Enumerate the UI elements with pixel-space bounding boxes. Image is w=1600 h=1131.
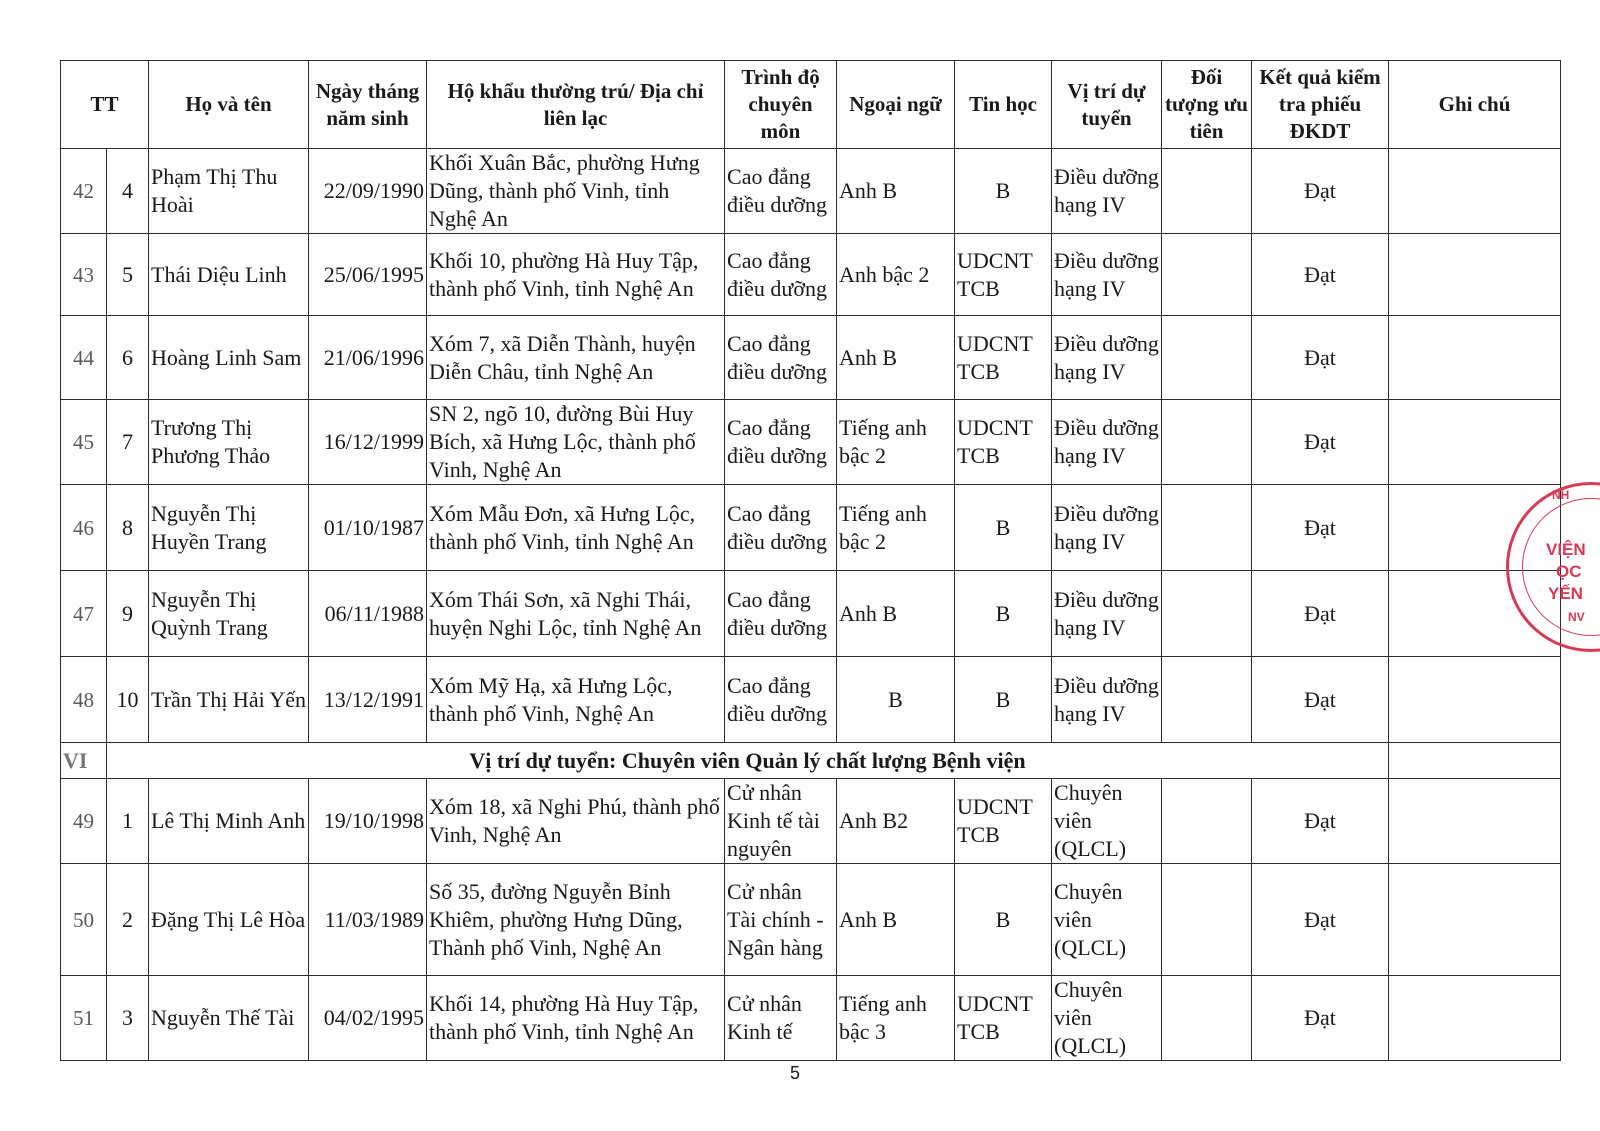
table-header-row <box>61 61 1561 149</box>
section-number: VI <box>61 743 107 779</box>
note <box>1389 743 1561 779</box>
position: Điều dưỡng hạng IV <box>1052 316 1162 400</box>
table-row <box>61 316 1561 400</box>
row-number: 50 <box>61 864 107 976</box>
birth-date: 21/06/1996 <box>309 316 427 400</box>
note <box>1389 779 1561 864</box>
qualification: Cử nhân Kinh tế <box>725 976 837 1061</box>
address: Xóm Mỹ Hạ, xã Hưng Lộc, thành phố Vinh, Nghệ An <box>427 657 725 743</box>
note <box>1389 149 1561 234</box>
row-sub-number: 1 <box>107 779 149 864</box>
qualification: Cử nhân Tài chính - Ngân hàng <box>725 864 837 976</box>
position: Điều dưỡng hạng IV <box>1052 234 1162 316</box>
priority <box>1162 234 1252 316</box>
candidate-name: Lê Thị Minh Anh <box>149 779 309 864</box>
address: Khối 10, phường Hà Huy Tập, thành phố Vinh, tỉnh Nghệ An <box>427 234 725 316</box>
row-sub-number: 4 <box>107 149 149 234</box>
row-sub-number: 8 <box>107 485 149 571</box>
table-row <box>61 976 1561 1061</box>
stamp-text: ỌC <box>1556 562 1582 581</box>
it-skill: UDCNT TCB <box>955 976 1052 1061</box>
language: Anh B <box>837 149 955 234</box>
language: Tiếng anh bậc 3 <box>837 976 955 1061</box>
row-sub-number: 3 <box>107 976 149 1061</box>
it-skill: UDCNT TCB <box>955 400 1052 485</box>
language: Anh B2 <box>837 779 955 864</box>
row-number: 45 <box>61 400 107 485</box>
result: Đạt <box>1252 976 1389 1061</box>
note <box>1389 864 1561 976</box>
row-number: 43 <box>61 234 107 316</box>
position: Điều dưỡng hạng IV <box>1052 149 1162 234</box>
result: Đạt <box>1252 234 1389 316</box>
col-header-note: Ghi chú <box>1389 61 1561 149</box>
address: Xóm 18, xã Nghi Phú, thành phố Vinh, Nghệ An <box>427 779 725 864</box>
birth-date: 04/02/1995 <box>309 976 427 1061</box>
birth-date: 22/09/1990 <box>309 149 427 234</box>
birth-date: 01/10/1987 <box>309 485 427 571</box>
priority <box>1162 571 1252 657</box>
it-skill: UDCNT TCB <box>955 316 1052 400</box>
address: SN 2, ngõ 10, đường Bùi Huy Bích, xã Hưng Lộc, thành phố Vinh, Nghệ An <box>427 400 725 485</box>
table-row <box>61 400 1561 485</box>
col-header-name: Họ và tên <box>149 61 309 149</box>
priority <box>1162 316 1252 400</box>
row-sub-number: 6 <box>107 316 149 400</box>
row-number: 51 <box>61 976 107 1061</box>
section-title: Vị trí dự tuyển: Chuyên viên Quản lý chất lượng Bệnh viện <box>107 743 1389 779</box>
stamp-text: VIỆN <box>1546 540 1586 559</box>
row-sub-number: 5 <box>107 234 149 316</box>
birth-date: 19/10/1998 <box>309 779 427 864</box>
position: Chuyên viên (QLCL) <box>1052 864 1162 976</box>
priority <box>1162 149 1252 234</box>
stamp-text: NH <box>1552 488 1570 502</box>
stamp-text: YẾN <box>1548 584 1583 603</box>
col-header-result: Kết quả kiểm tra phiếu ĐKDT <box>1252 61 1389 149</box>
row-sub-number: 7 <box>107 400 149 485</box>
position: Điều dưỡng hạng IV <box>1052 571 1162 657</box>
candidate-name: Hoàng Linh Sam <box>149 316 309 400</box>
it-skill: B <box>955 485 1052 571</box>
address: Xóm Mẫu Đơn, xã Hưng Lộc, thành phố Vinh, tỉnh Nghệ An <box>427 485 725 571</box>
qualification: Cao đẳng điều dưỡng <box>725 400 837 485</box>
note <box>1389 234 1561 316</box>
address: Khối Xuân Bắc, phường Hưng Dũng, thành phố Vinh, tỉnh Nghệ An <box>427 149 725 234</box>
col-header-language: Ngoại ngữ <box>837 61 955 149</box>
priority <box>1162 400 1252 485</box>
position: Điều dưỡng hạng IV <box>1052 657 1162 743</box>
note <box>1389 976 1561 1061</box>
qualification: Cao đẳng điều dưỡng <box>725 234 837 316</box>
candidate-name: Trần Thị Hải Yến <box>149 657 309 743</box>
col-header-address: Hộ khẩu thường trú/ Địa chỉ liên lạc <box>427 61 725 149</box>
language: Anh B <box>837 571 955 657</box>
table-row <box>61 571 1561 657</box>
qualification: Cao đẳng điều dưỡng <box>725 571 837 657</box>
qualification: Cao đẳng điều dưỡng <box>725 485 837 571</box>
candidate-name: Nguyễn Thế Tài <box>149 976 309 1061</box>
position: Chuyên viên (QLCL) <box>1052 976 1162 1061</box>
birth-date: 16/12/1999 <box>309 400 427 485</box>
birth-date: 25/06/1995 <box>309 234 427 316</box>
note <box>1389 657 1561 743</box>
row-number: 42 <box>61 149 107 234</box>
note <box>1389 316 1561 400</box>
qualification: Cao đẳng điều dưỡng <box>725 149 837 234</box>
candidate-name: Thái Diệu Linh <box>149 234 309 316</box>
col-header-it: Tin học <box>955 61 1052 149</box>
col-header-qualification: Trình độ chuyên môn <box>725 61 837 149</box>
table-row <box>61 779 1561 864</box>
table-row <box>61 149 1561 234</box>
it-skill: B <box>955 657 1052 743</box>
position: Điều dưỡng hạng IV <box>1052 400 1162 485</box>
result: Đạt <box>1252 571 1389 657</box>
language: B <box>837 657 955 743</box>
result: Đạt <box>1252 316 1389 400</box>
row-number: 46 <box>61 485 107 571</box>
language: Anh B <box>837 316 955 400</box>
it-skill: UDCNT TCB <box>955 779 1052 864</box>
col-header-priority: Đối tượng ưu tiên <box>1162 61 1252 149</box>
position: Điều dưỡng hạng IV <box>1052 485 1162 571</box>
row-number: 44 <box>61 316 107 400</box>
table-row <box>61 485 1561 571</box>
result: Đạt <box>1252 657 1389 743</box>
address: Khối 14, phường Hà Huy Tập, thành phố Vinh, tỉnh Nghệ An <box>427 976 725 1061</box>
table-row <box>61 234 1561 316</box>
qualification: Cao đẳng điều dưỡng <box>725 657 837 743</box>
language: Tiếng anh bậc 2 <box>837 485 955 571</box>
qualification: Cao đẳng điều dưỡng <box>725 316 837 400</box>
row-sub-number: 2 <box>107 864 149 976</box>
result: Đạt <box>1252 400 1389 485</box>
birth-date: 11/03/1989 <box>309 864 427 976</box>
table-row <box>61 657 1561 743</box>
result: Đạt <box>1252 149 1389 234</box>
it-skill: B <box>955 864 1052 976</box>
qualification: Cử nhân Kinh tế tài nguyên <box>725 779 837 864</box>
col-header-tt: TT <box>61 61 149 149</box>
address: Xóm Thái Sơn, xã Nghi Thái, huyện Nghi Lộc, tỉnh Nghệ An <box>427 571 725 657</box>
it-skill: UDCNT TCB <box>955 234 1052 316</box>
language: Anh B <box>837 864 955 976</box>
address: Xóm 7, xã Diễn Thành, huyện Diễn Châu, tỉnh Nghệ An <box>427 316 725 400</box>
row-sub-number: 10 <box>107 657 149 743</box>
candidate-table <box>60 60 1561 1061</box>
address: Số 35, đường Nguyễn Bỉnh Khiêm, phường Hưng Dũng, Thành phố Vinh, Nghệ An <box>427 864 725 976</box>
section-row <box>61 743 1561 779</box>
it-skill: B <box>955 571 1052 657</box>
candidate-name: Nguyễn Thị Huyền Trang <box>149 485 309 571</box>
language: Anh bậc 2 <box>837 234 955 316</box>
candidate-name: Trương Thị Phương Thảo <box>149 400 309 485</box>
result: Đạt <box>1252 485 1389 571</box>
priority <box>1162 657 1252 743</box>
priority <box>1162 779 1252 864</box>
it-skill: B <box>955 149 1052 234</box>
birth-date: 06/11/1988 <box>309 571 427 657</box>
candidate-name: Phạm Thị Thu Hoài <box>149 149 309 234</box>
note <box>1389 400 1561 485</box>
result: Đạt <box>1252 864 1389 976</box>
row-number: 49 <box>61 779 107 864</box>
birth-date: 13/12/1991 <box>309 657 427 743</box>
result: Đạt <box>1252 779 1389 864</box>
priority <box>1162 976 1252 1061</box>
row-number: 48 <box>61 657 107 743</box>
row-number: 47 <box>61 571 107 657</box>
col-header-dob: Ngày tháng năm sinh <box>309 61 427 149</box>
position: Chuyên viên (QLCL) <box>1052 779 1162 864</box>
row-sub-number: 9 <box>107 571 149 657</box>
table-row <box>61 864 1561 976</box>
page-number: 5 <box>790 1063 801 1083</box>
stamp-text: NV <box>1568 610 1585 624</box>
candidate-name: Nguyễn Thị Quỳnh Trang <box>149 571 309 657</box>
candidate-name: Đặng Thị Lê Hòa <box>149 864 309 976</box>
language: Tiếng anh bậc 2 <box>837 400 955 485</box>
priority <box>1162 485 1252 571</box>
col-header-position: Vị trí dự tuyển <box>1052 61 1162 149</box>
priority <box>1162 864 1252 976</box>
